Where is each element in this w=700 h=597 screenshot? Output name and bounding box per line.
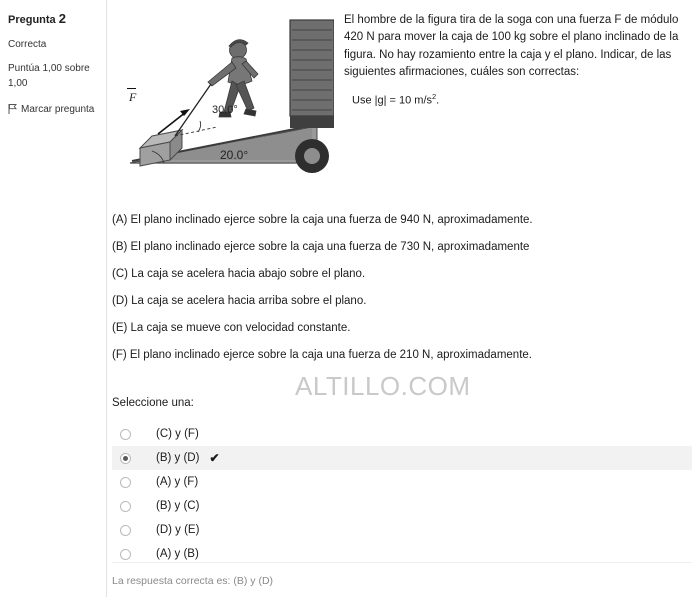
answer-choice-label: (B) y (C) bbox=[156, 500, 200, 513]
answer-choice[interactable] bbox=[112, 518, 692, 542]
statement-option: (F) El plano inclinado ejerce sobre la caja una fuerza de 210 N, aproximadamente. bbox=[112, 349, 532, 362]
force-label: F bbox=[129, 90, 137, 104]
answer-choice-label: (C) y (F) bbox=[156, 428, 199, 441]
radio-button[interactable] bbox=[120, 501, 131, 512]
question-state: Correcta bbox=[8, 38, 47, 50]
answer-choice-label: (B) y (D) bbox=[156, 452, 200, 465]
select-one-label: Seleccione una: bbox=[112, 397, 194, 410]
feedback-divider bbox=[112, 562, 692, 563]
answer-choice-label: (A) y (B) bbox=[156, 548, 199, 561]
statement-option: (B) El plano inclinado ejerce sobre la caja una fuerza de 730 N, aproximadamente bbox=[112, 241, 530, 254]
statement-option: (A) El plano inclinado ejerce sobre la caja una fuerza de 940 N, aproximadamente. bbox=[112, 214, 533, 226]
flag-question-button[interactable] bbox=[8, 103, 104, 118]
incline-angle-label: 20.0° bbox=[220, 148, 249, 162]
radio-button[interactable] bbox=[120, 525, 131, 536]
radio-button[interactable] bbox=[120, 429, 131, 440]
watermark: ALTILLO.COM bbox=[295, 371, 471, 401]
question-number: 2 bbox=[58, 11, 66, 26]
physics-figure bbox=[112, 8, 334, 176]
question-info-panel bbox=[8, 10, 104, 118]
radio-button[interactable] bbox=[120, 453, 131, 464]
flag-question-label: Marcar pregunta bbox=[21, 104, 95, 116]
answer-choice-selected[interactable] bbox=[112, 446, 692, 470]
question-label: Pregunta bbox=[8, 14, 56, 26]
column-divider bbox=[106, 0, 107, 597]
answer-choices bbox=[112, 422, 692, 566]
answer-choice[interactable] bbox=[112, 422, 692, 446]
question-grade: Puntúa 1,00 sobre 1,00 bbox=[8, 63, 90, 89]
answer-choice[interactable] bbox=[112, 494, 692, 518]
statement-text: El hombre de la figura tira de la soga con una fuerza F de módulo 420 N para mover la caja de 100 kg sobre el plano inclinado de la figura. No hay rozamiento entre la caja y el plano. Indicar, de las siguientes afirmaciones, cuáles son correctas: bbox=[344, 14, 679, 78]
answer-choice-label: (D) y (E) bbox=[156, 524, 200, 537]
question-statement bbox=[344, 8, 679, 109]
radio-button[interactable] bbox=[120, 549, 131, 560]
gravity-note bbox=[352, 91, 679, 109]
statement-option: (D) La caja se acelera hacia arriba sobre el plano. bbox=[112, 295, 367, 308]
statement-option: (E) La caja se mueve con velocidad constante. bbox=[112, 322, 351, 335]
gravity-note-exponent: 2 bbox=[432, 92, 437, 101]
answer-choice-label: (A) y (F) bbox=[156, 476, 199, 489]
statement-option: (C) La caja se acelera hacia abajo sobre el plano. bbox=[112, 268, 366, 281]
figure-and-statement-row bbox=[112, 8, 692, 176]
flag-icon bbox=[8, 104, 17, 114]
radio-button[interactable] bbox=[120, 477, 131, 488]
gravity-note-suffix: . bbox=[436, 94, 440, 107]
correct-answer-feedback: La respuesta correcta es: (B) y (D) bbox=[112, 575, 274, 587]
correct-check-icon: ✔ bbox=[209, 451, 220, 466]
rope-angle-label: 30.0° bbox=[212, 104, 238, 116]
question-title bbox=[8, 10, 104, 29]
statement-options-list bbox=[112, 214, 692, 361]
answer-choice[interactable] bbox=[112, 470, 692, 494]
question-content bbox=[112, 8, 692, 566]
gravity-note-prefix: Use |g| = 10 m/s bbox=[352, 94, 432, 107]
